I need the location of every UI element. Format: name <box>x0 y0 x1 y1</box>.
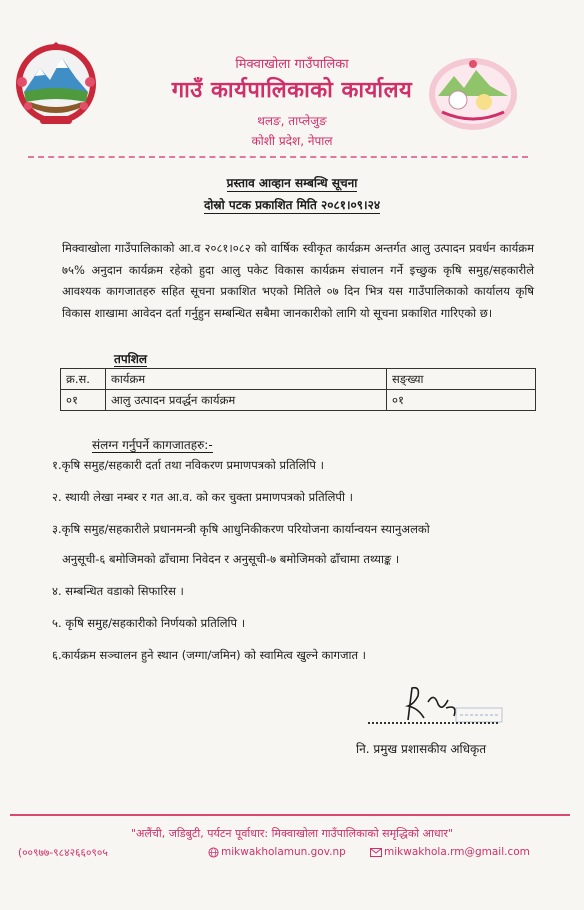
document-item: २. स्थायी लेखा नम्बर र गत आ.व. को कर चुक्ता प्रमाणपत्रको प्रतिलिपी । <box>52 490 353 504</box>
footer-website: mikwakholamun.gov.np <box>208 846 346 858</box>
document-item: १.कृषि समुह/सहकारी दर्ता तथा नविकरण प्रमाणपत्रको प्रतिलिपि । <box>52 458 324 472</box>
mail-icon <box>370 848 382 857</box>
footer-divider <box>10 814 570 816</box>
office-address: थलङ, ताप्लेजुङ <box>257 114 327 128</box>
cell-serial: ०१ <box>61 390 106 411</box>
footer-motto: "अलैंची, जडिबुटी, पर्यटन पूर्वाधार: मिक्वाखोला गाउँपालिकाको समृद्धिको आधार" <box>130 827 454 840</box>
table-row <box>61 390 536 411</box>
table-header-row <box>61 369 536 390</box>
document-item: ३.कृषि समुह/सहकारीले प्रधानमन्त्री कृषि आधुनिकीकरण परियोजना कार्यान्वयन स्यानुअलको <box>52 522 430 536</box>
notice-subtitle: दोस्रो पटक प्रकाशित मिति २०८१।०९।२४ <box>203 198 381 212</box>
column-header-quantity: सङ्ख्या <box>387 369 536 390</box>
document-item: ५. कृषि समुह/सहकारीको निर्णयको प्रतिलिपि । <box>52 616 246 630</box>
column-header-serial: क्र.स. <box>61 369 106 390</box>
notice-title: प्रस्ताव आव्हान सम्बन्धि सूचना <box>226 176 358 190</box>
column-header-program: कार्यक्रम <box>106 369 387 390</box>
program-table <box>60 368 536 411</box>
documents-heading: संलग्न गर्नुपर्ने कागजातहरु:- <box>92 438 213 452</box>
province-country: कोशी प्रदेश, नेपाल <box>251 134 333 148</box>
footer-email: mikwakhola.rm@gmail.com <box>370 846 530 858</box>
cell-program: आलु उत्पादन प्रवर्द्धन कार्यक्रम <box>106 390 387 411</box>
document-item: ४. सम्बन्धित वडाको सिफारिस । <box>52 584 184 598</box>
office-name: गाउँ कार्यपालिकाको कार्यालय <box>171 78 413 103</box>
document-item: अनुसूची-६ बमोजिमको ढाँचामा निवेदन र अनुसूची-७ बमोजिमको ढाँचामा तथ्याङ्क । <box>62 552 400 566</box>
notice-body: मिक्वाखोला गाउँपालिकाको आ.व २०८१।०८२ को वार्षिक स्वीकृत कार्यक्रम अन्तर्गत आलु उत्पादन प्रवर्धन कार्यक्रम ७५% अनुदान कार्यक्रम रहेको हुदा आलु पकेट विकास कार्यक्रम संचालन गर्ने इच्छुक कृषि समुह/सहकारीले आवश्यक कागजातहरु सहित सूचना प्रकाशित भएको मितिले ०७ दिन भित्र यस गाउँपालिकाको कार्यालय कृषि विकास शाखामा आवेदन दर्ता गर्नुहुन सम्बन्धित सबैमा जानकारीको लागि यो सूचना प्रकाशित गारिएको छ। <box>62 241 534 320</box>
cell-quantity: ०१ <box>387 390 536 411</box>
table-caption: तपशिल <box>114 352 148 366</box>
globe-icon <box>208 847 219 858</box>
signature-line <box>368 722 498 724</box>
header-divider <box>28 156 528 158</box>
footer-phone: (००९७७-९८४२६६०९०५ <box>18 847 108 859</box>
document-item: ६.कार्यक्रम सञ्चालन हुने स्थान (जग्गा/जमिन) को स्वामित्व खुल्ने कागजात । <box>52 648 367 662</box>
signatory-title: नि. प्रमुख प्रशासकीय अधिकृत <box>356 742 487 756</box>
municipality-name: मिक्वाखोला गाउँपालिका <box>235 57 349 72</box>
